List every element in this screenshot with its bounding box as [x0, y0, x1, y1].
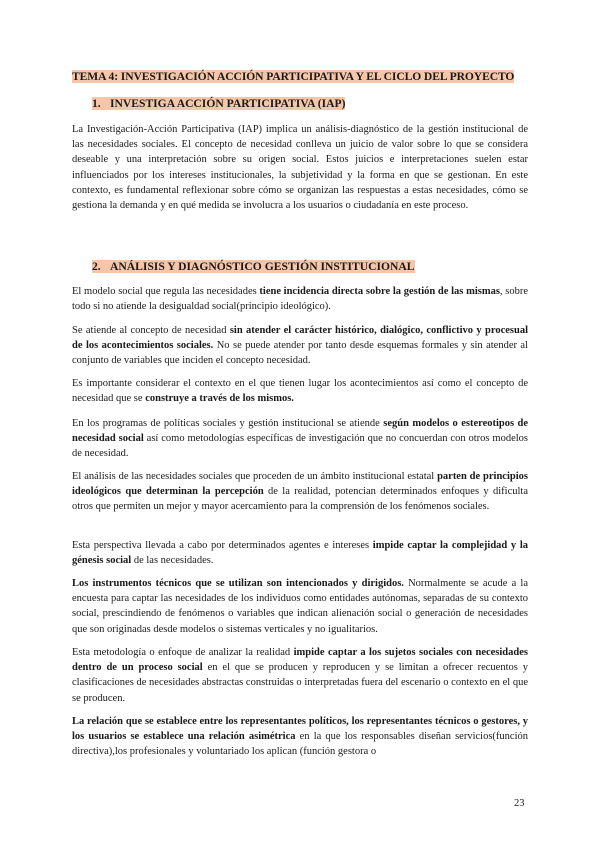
text-run: Normalmente se acude a la encuesta para captar las necesidades de los individuos como entidades autónomas, separadas de su contexto social, prescindiendo de fenómenos o variables que indican alienación social o generación de necesidades que son originadas desde modelos o sistemas verticales y no igualitarios. — [72, 578, 528, 635]
paragraph-concepto-necesidad — [72, 323, 528, 369]
section-heading-analisis — [92, 260, 415, 273]
text-run: El análisis de las necesidades sociales que proceden de un ámbito institucional estatal — [72, 471, 438, 482]
bold-run: sin atender el carácter histórico, dialógico, conflictivo y procesual de los acontecimientos sociales. — [72, 325, 528, 352]
paragraph-contexto — [72, 376, 528, 406]
text-run: Se atiende al concepto de necesidad — [72, 325, 230, 336]
bold-run: impide captar a los sujetos sociales con necesidades dentro de un proceso social — [72, 647, 528, 674]
text-run: Es importante considerar el contexto en el que tienen lugar los acontecimientos así como el concepto de necesidad que se — [72, 378, 528, 405]
text-run: , sobre todo si no atiende la desigualdad social(principio ideológico). — [72, 286, 528, 313]
section-heading-iap — [92, 97, 345, 110]
title-highlight: TEMA 4: INVESTIGACIÓN ACCIÓN PARTICIPATIVA Y EL CICLO DEL PROYECTO — [72, 70, 515, 83]
section-title: ANÁLISIS Y DIAGNÓSTICO GESTIÓN INSTITUCIONAL — [110, 260, 415, 273]
bold-run: impide captar la complejidad y la génesis social — [72, 540, 528, 567]
text-run: de la realidad, potencian determinados enfoques y dificulta otros que permiten un mejor y mayor acercamiento para la comprensión de los fenómenos sociales. — [72, 486, 529, 513]
bold-run: según modelos o estereotipos de necesidad social — [72, 418, 528, 445]
paragraph-instrumentos — [72, 576, 528, 637]
section-heading-iap-highlight — [92, 97, 345, 110]
bold-run: Los instrumentos técnicos que se utilizan son intencionados y dirigidos. — [72, 578, 404, 589]
text-run: No se puede atender por tanto desde esquemas formales y sin atender al conjunto de variables que inciden el concepto necesidad. — [72, 340, 528, 367]
page-number: 23 — [514, 798, 525, 809]
paragraph-analisis-estatal — [72, 469, 528, 515]
bold-run: La relación que se establece entre los representantes políticos, los representantes técnicos o gestores, y los usuarios se establece una relación asimétrica — [72, 716, 528, 743]
paragraph-programas — [72, 416, 528, 462]
text-run: En los programas de políticas sociales y gestión institucional se atiende — [72, 418, 384, 429]
text-run: así como metodologías específicas de investigación que no concuerdan con otros modelos de necesidad. — [72, 433, 528, 460]
text-run: de las necesidades. — [131, 555, 214, 567]
section-number: 1. — [92, 97, 101, 110]
page-title — [72, 70, 514, 83]
text-run: Esta perspectiva llevada a cabo por determinados agentes e intereses — [72, 540, 373, 551]
text-run: en el que se producen y reproducen y se limitan a ofrecer recuentos y clasificaciones de necesidades abstractas construidas o interpretadas fuera del escenario o contexto en el que se producen. — [72, 662, 528, 704]
bold-run: tiene incidencia directa sobre la gestión de las mismas — [259, 286, 500, 297]
paragraph-modelo-social — [72, 284, 528, 314]
paragraph-perspectiva — [72, 538, 528, 568]
bold-run: construye a través de los mismos. — [145, 393, 294, 405]
paragraph-iap: La Investigación-Acción Participativa (IAP) implica un análisis-diagnóstico de la gestión institucional de las necesidades sociales. El concepto de necesidad conlleva un juicio de valor sobre lo que se considera deseable y una interpretación sobre su origen social. Estos juicios e interpretaciones suelen estar influenciados por los intereses institucionales, la subjetividad y la forma en que se gestionan. En este contexto, es fundamental reflexionar sobre cómo se organizan las respuestas a estas necesidades, cómo se gestiona la demanda y en qué medida se involucra a los usuarios o ciudadanía en este proceso. — [72, 124, 528, 212]
section-number: 2. — [92, 260, 101, 273]
paragraph-relacion — [72, 714, 528, 760]
bold-run: parten de principios ideológicos que determinan la percepción — [72, 471, 528, 498]
text-run: El modelo social que regula las necesidades — [72, 286, 260, 297]
text-run: en la que los responsables diseñan servicios(función directiva),los profesionales y voluntariado los aplican (función gestora o — [72, 731, 528, 758]
section-heading-analisis-highlight — [92, 260, 415, 273]
text-run: Esta metodología o enfoque de analizar la realidad — [72, 647, 294, 658]
paragraph-metodologia — [72, 645, 528, 706]
section-title: INVESTIGA ACCIÓN PARTICIPATIVA (IAP) — [110, 97, 346, 110]
